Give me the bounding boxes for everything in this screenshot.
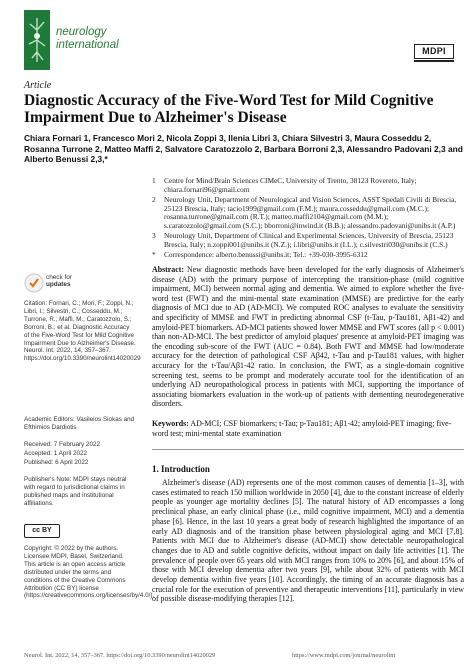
keywords-label: Keywords: bbox=[152, 419, 189, 428]
abstract bbox=[152, 265, 464, 409]
affiliation-2 bbox=[152, 196, 462, 230]
journal-name-line2: international bbox=[56, 39, 119, 51]
correspondence bbox=[152, 251, 462, 260]
affiliation-3 bbox=[152, 232, 462, 249]
abstract-label: Abstract: bbox=[152, 265, 184, 274]
neuron-icon bbox=[24, 10, 50, 70]
check-for-updates-icon[interactable] bbox=[24, 272, 44, 294]
article-title: Diagnostic Accuracy of the Five-Word Test for Mild Cognitive Impairment Due to Alzheimer's Disease bbox=[24, 92, 434, 126]
journal-logo bbox=[24, 10, 50, 70]
keywords-text: AD-MCI; CSF biomarkers; t-Tau; p-Tau181; Aβ1-42; amyloid-PET imaging; five-word test; mini-mental state examination bbox=[152, 419, 452, 438]
published-date: Published: 6 April 2022 bbox=[24, 459, 89, 466]
journal-name bbox=[56, 26, 119, 52]
introduction-paragraph: Alzheimer's disease (AD) represents one of the most common causes of dementia [1–3], with cases estimated to reach 150 million worldwide in 2050 [4], due to the constant increase of elderly people as younger age mortality declines [5]. The natural history of AD encompasses a long preclinical phase, an early clinical phase (i.e., mild cognitive impairment, MCI) and a dementia phase [6]. Hence, in the last 10 years a great body of research highlighted the importance of an early AD diagnosis and of the transition phase between physiological aging and MCI [7,8]. Patients with MCI due to Alzheimer's disease (AD-MCI) show detectable neuropathological changes due to AD and subtle cognitive deficits, without impact on daily life activities [1]. The prevalence of people over 65 years old with MCI ranges from 10% to 20% [6], and about 15% of those with MCI develop dementia after two years [9], while about 32% of patients with MCI develop dementia within five years [10]. Accordingly, the timing of an accurate diagnosis has a crucial role for the execution of preventive and therapeutic interventions [11], particularly in view of possible disease-modifying therapies [12]. bbox=[152, 478, 464, 604]
affiliation-number: 2 bbox=[152, 195, 156, 204]
check-updates-line1: check for bbox=[46, 274, 72, 281]
affiliation-1 bbox=[152, 177, 462, 194]
correspondence-mark: * bbox=[152, 250, 156, 259]
affiliation-number: 3 bbox=[152, 231, 156, 240]
publisher-logo-bar bbox=[414, 60, 454, 62]
academic-editors: Academic Editors: Vasileios Siokas and Efthimios Dardiotis bbox=[24, 416, 135, 431]
affiliation-number: 1 bbox=[152, 176, 156, 185]
accepted-date: Accepted: 1 April 2022 bbox=[24, 450, 88, 457]
correspondence-text: Correspondence: alberto.benussi@unibs.it; Tel.: +39-030-3995-6312 bbox=[164, 250, 368, 259]
citation-block: Citation: Fornari, C.; Mori, F.; Zoppi, N.; Libri, I.; Silvestri, C.; Cosseddu, M.; Turrone, R.; Maffi, M.; Caratozzolo, S.; Borroni, B.; et al. Diagnostic Accuracy of the Five-Word Test for Mild Cognitive Impairment Due to Alzheimer's Disease. Neurol. Int. 2022, 14, 357–367. https://doi.org/10.3390/neurolint14020029 bbox=[24, 300, 141, 363]
journal-name-line1: neurology bbox=[56, 26, 107, 38]
cc-by-license-icon[interactable]: cc BY bbox=[24, 524, 60, 538]
affiliation-text: Centre for Mind/Brain Sciences CIMeC, University of Trento, 38123 Rovereto, Italy; chiara.fornari96@gmail.com bbox=[164, 176, 417, 194]
publisher-logo: MDPI bbox=[414, 44, 454, 59]
author-list: Chiara Fornari 1, Francesco Mori 2, Nicola Zoppi 3, Ilenia Libri 3, Chiara Silvestri 3, Maura Cosseddu 2, Rosanna Turrone 2, Matteo Maffi 2, Salvatore Caratozzolo 2, Barbara Borroni 2,3, Alessandro Padovani 2,3 and Alberto Benussi 2,3,* bbox=[24, 133, 463, 165]
check-for-updates-link[interactable] bbox=[46, 274, 72, 288]
footer-journal-url[interactable]: https://www.mdpi.com/journal/neurolint bbox=[292, 652, 396, 659]
section-divider bbox=[152, 449, 464, 450]
affiliation-text: Neurology Unit, Department of Neurological and Vision Sciences, ASST Spedali Civili di Brescia, 25123 Brescia, Italy; tacio1999@gmail.com (F.M.); maura.cosseddu@gmail.com (M.C.); rosanna.turrone@gmail.com (R.T.); matteo.maffi2104@gmail.com (M.M.); s.caratozzolo@gmail.com (S.C.); bborroni@inwind.it (B.B.); alessandro.padovani@unibs.it (A.P.) bbox=[164, 195, 457, 230]
footer-citation[interactable]: Neurol. Int. 2022, 14, 357–367. https://doi.org/10.3390/neurolint14020029 bbox=[24, 652, 216, 659]
abstract-text: New diagnostic methods have been developed for the early diagnosis of Alzheimer's disease (AD) with the primary purpose of intercepting the transition-phase (mild cognitive impairment, MCI) between normal aging and dementia. We aimed to explore whether the five-word test (FWT) and the mini-mental state examination (MMSE) are predictive for the early diagnosis of MCI due to AD (AD-MCI). We computed ROC analyses to evaluate the sensitivity and specificity of MMSE and FWT in predicting abnormal CSF (t-Tau, p-Tau181, Aβ1-42) and amyloid-PET biomarkers. AD-MCI patients showed lower MMSE and FWT scores (all p < 0.001) than non-AD-MCI. The best predictor of amyloid plaques' presence at amyloid-PET imaging was the encoding sub-score of the FWT (AUC = 0.84). Both FWT and MMSE had low/moderate accuracy for the detection of pathological CSF Aβ42, t-Tau and p-Tau181 values, with higher accuracy for the t-Tau/Aβ1-42 ratio. In conclusion, the FWT, as a single-domain cognitive screening test, seems to be prompt and moderately accurate tool for the identification of an underlying AD neuropathological process in patients with MCI, supporting the importance of associating biomarkers evaluation in the work-up of patients with dementing neurodegenerative disorders. bbox=[152, 265, 464, 409]
received-date: Received: 7 February 2022 bbox=[24, 441, 100, 448]
copyright-notice: Copyright: © 2022 by the authors. Licensee MDPI, Basel, Switzerland. This article is an open access article distributed under the terms and conditions of the Creative Commons Attribution (CC BY) license (https://creativecommons.org/licenses/by/4.0/). bbox=[24, 545, 155, 600]
article-type: Article bbox=[24, 80, 52, 91]
publisher-note: Publisher's Note: MDPI stays neutral with regard to jurisdictional claims in published maps and institutional affiliations. bbox=[24, 476, 127, 507]
affiliation-text: Neurology Unit, Department of Clinical and Experimental Sciences, University of Brescia, 25123 Brescia, Italy; n.zoppi001@unibs.it (N.Z.); i.libri@unibs.it (I.L.); c.silvestri030@unibs.it (C.S.) bbox=[164, 231, 454, 249]
section-heading: 1. Introduction bbox=[152, 464, 210, 474]
check-updates-line2: updates bbox=[46, 281, 71, 289]
keywords bbox=[152, 419, 464, 438]
